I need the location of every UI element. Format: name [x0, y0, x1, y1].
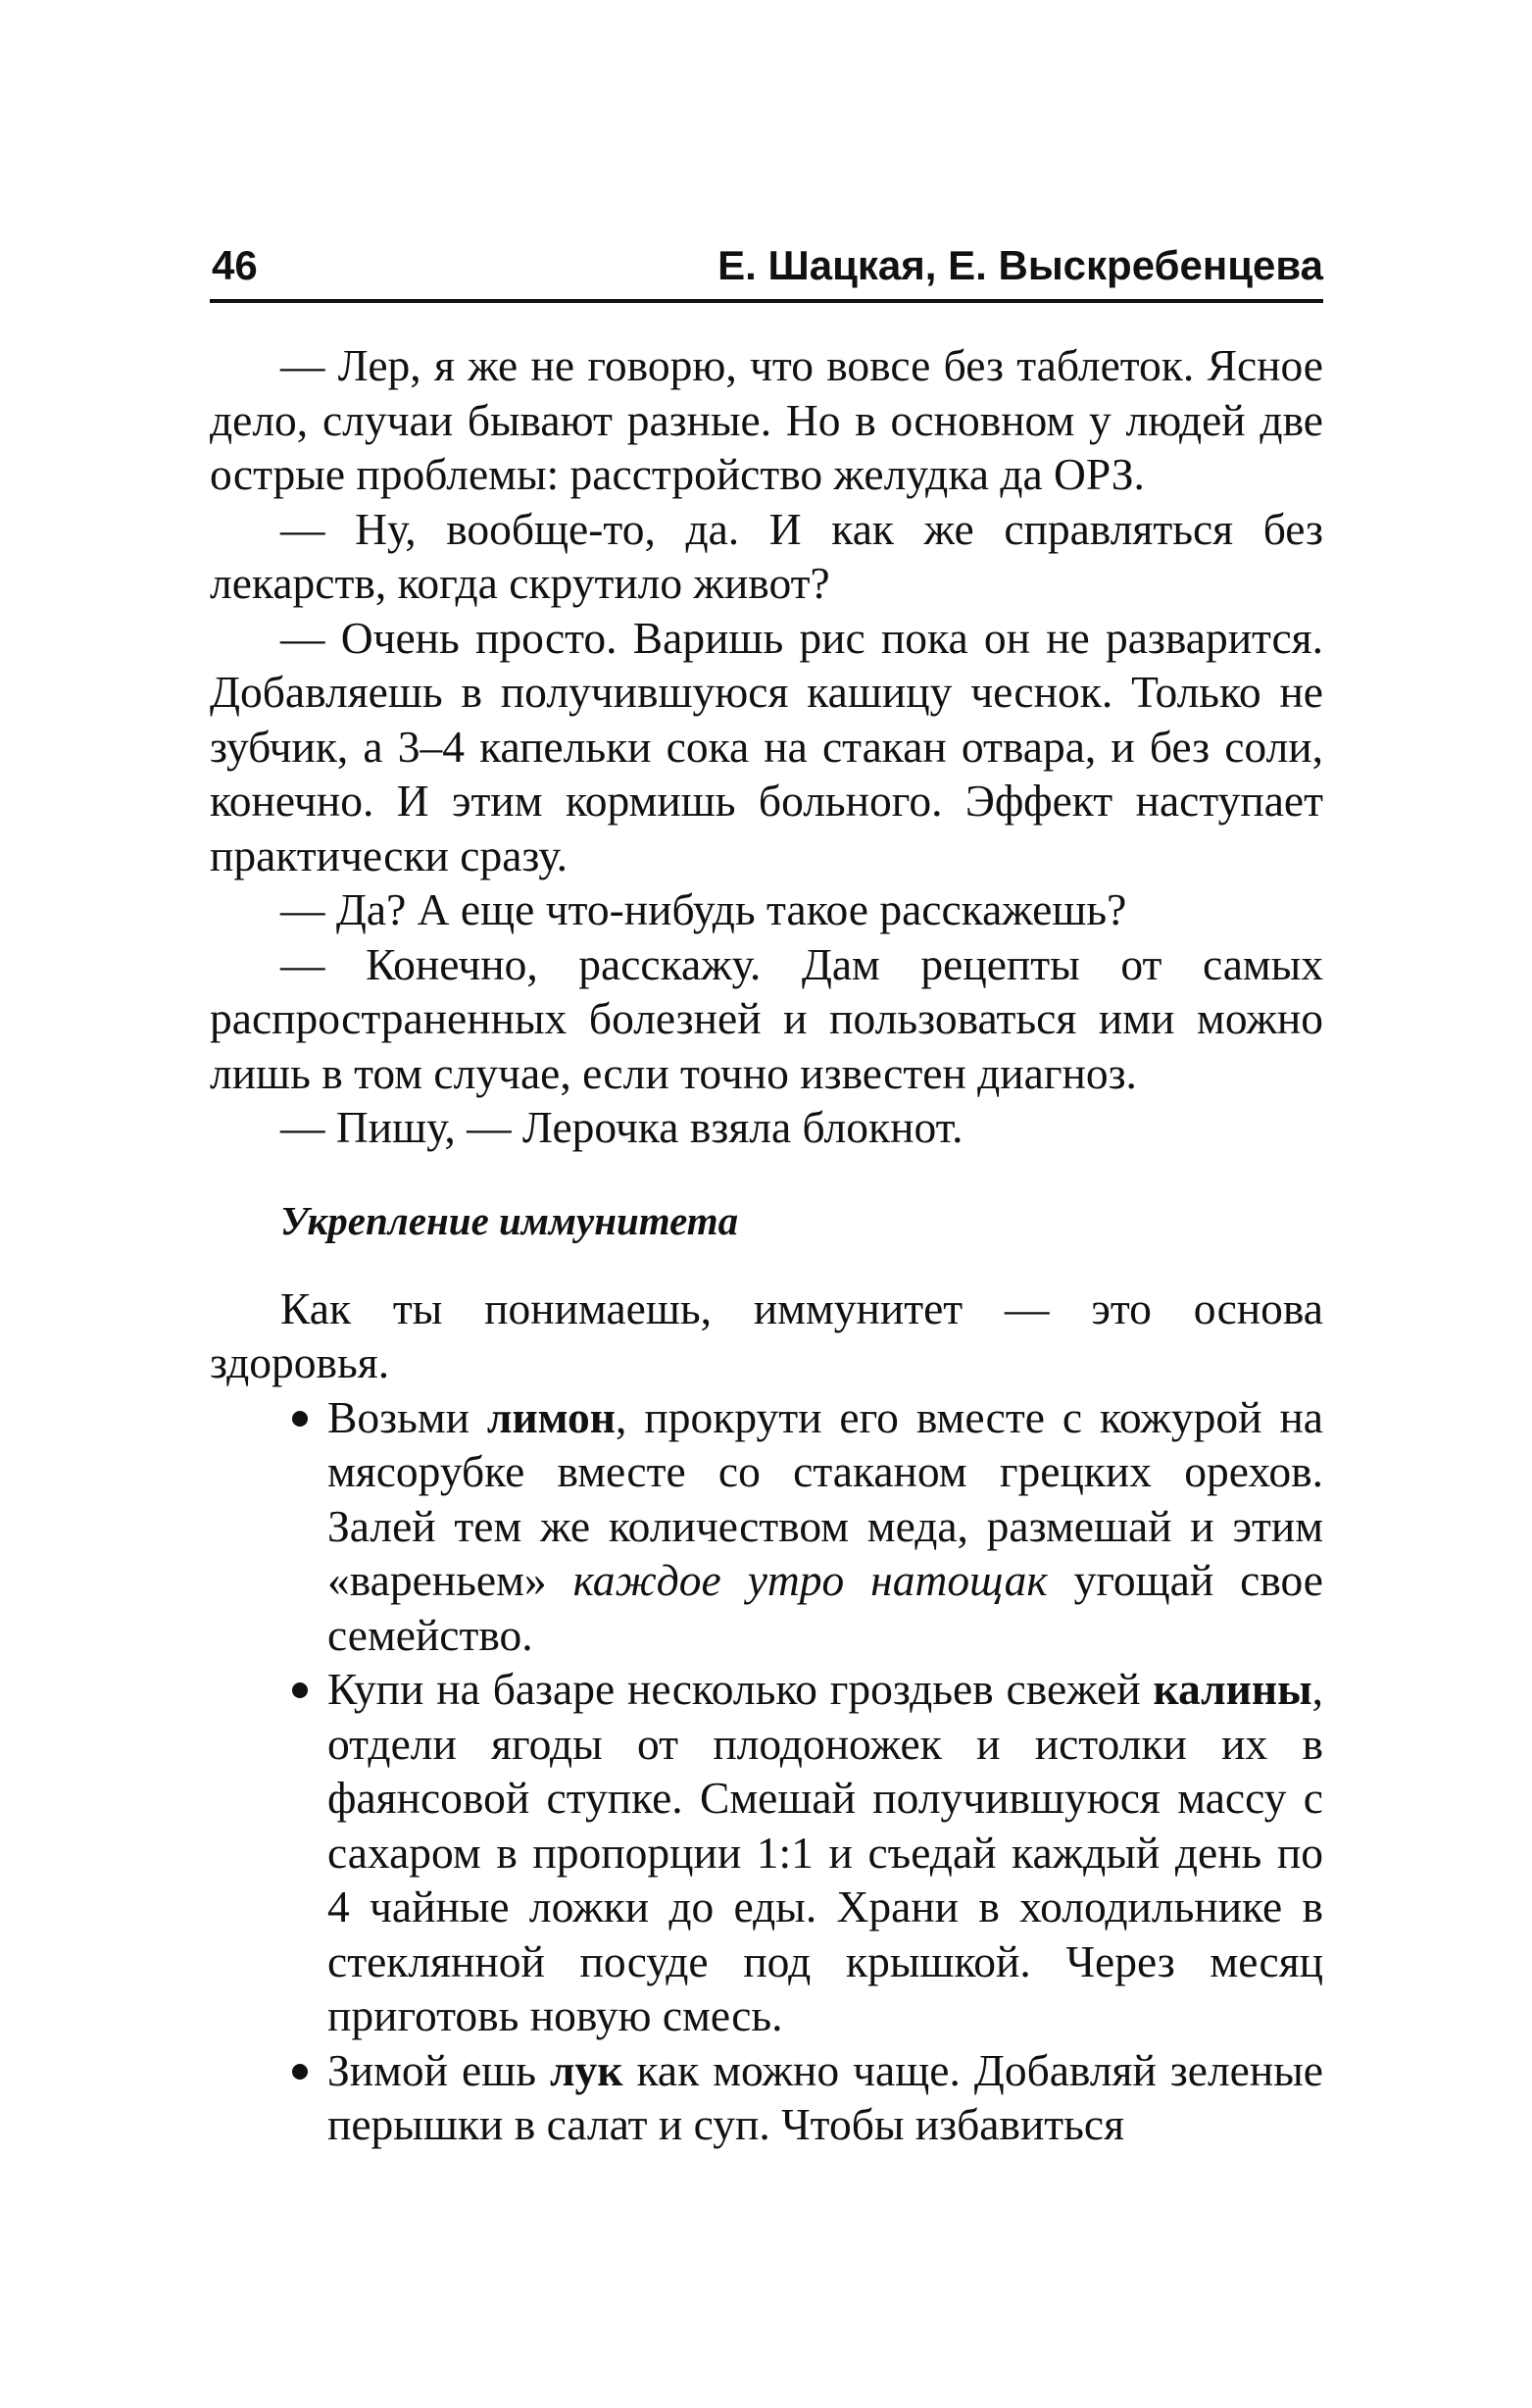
list-item-text [327, 1390, 1323, 1663]
ingredient-name: лимон [486, 1391, 617, 1442]
text-run: как можно чаще. Добавляй зеленые перышки в салат и суп. Чтобы избавиться [327, 2044, 1323, 2149]
dialogue-paragraph: — Очень просто. Варишь рис пока он не разварится. Добавляешь в получившуюся кашицу чеснок. Только не зубчик, а 3–4 капельки сока на стакан отвара, и без соли, конечно. И этим кормишь больного. Эффект наступает практически сразу. [210, 612, 1323, 880]
bullet-icon [292, 1682, 308, 1698]
dialogue-paragraph: — Да? А еще что-нибудь такое расскажешь? [280, 884, 1127, 934]
text-run: , отдели ягоды от плодоножек и истолки их в фаянсовой ступке. Смешай получившуюся массу с сахаром в пропорции 1:1 и съедай каждый день по 4 чайные ложки до еды. Храни в холодильнике в стеклянной посуде под крышкой. Через месяц приготовь новую смесь. [327, 1664, 1323, 2040]
text-run: угощай свое семейство. [327, 1555, 1323, 1660]
section-heading: Укрепление иммунитета [280, 1197, 739, 1243]
text-run: Возьми [327, 1391, 487, 1442]
ingredient-name: калины [1153, 1664, 1312, 1714]
list-item [210, 1662, 1323, 2043]
dialogue-paragraph: — Лер, я же не говорю, что вовсе без таблеток. Ясное дело, случаи бывают разные. Но в основном у людей две острые проблемы: расстройство желудка да ОРЗ. [210, 340, 1323, 499]
bullet-icon [292, 1411, 308, 1427]
list-item-text [327, 1662, 1323, 2043]
list-item [210, 1390, 1323, 1663]
running-header [210, 240, 1323, 303]
body-text [210, 338, 1323, 2152]
bullet-icon [292, 2064, 308, 2080]
dialogue-paragraph: — Конечно, расскажу. Дам рецепты от самых распространенных болезней и пользоваться ими можно лишь в том случае, если точно известен диагноз. [210, 938, 1323, 1098]
ingredient-name: лук [550, 2044, 623, 2095]
recipe-list [210, 1390, 1323, 2152]
list-item [210, 2043, 1323, 2152]
book-authors: Е. Шацкая, Е. Выскребенцева [717, 242, 1323, 288]
book-page [210, 240, 1323, 2152]
list-item-text [327, 2043, 1323, 2152]
section-intro: Как ты понимаешь, иммунитет — это основа здоровья. [210, 1282, 1323, 1387]
page-number: 46 [212, 242, 258, 288]
text-run: , прокрути его вместе с кожурой на мясорубке вместе со стаканом грецких орехов. Залей тем же количеством меда, размешай и этим «вареньем» [327, 1391, 1323, 1605]
text-run: Купи на базаре несколько гроздьев свежей [327, 1664, 1154, 1714]
text-run: Зимой ешь [327, 2044, 550, 2095]
dialogue-paragraph: — Ну, вообще-то, да. И как же справляться без лекарств, когда скрутило живот? [210, 503, 1323, 608]
dialogue-paragraph: — Пишу, — Лерочка взяла блокнот. [280, 1102, 964, 1152]
emphasis-text: каждое утро натощак [572, 1555, 1048, 1605]
